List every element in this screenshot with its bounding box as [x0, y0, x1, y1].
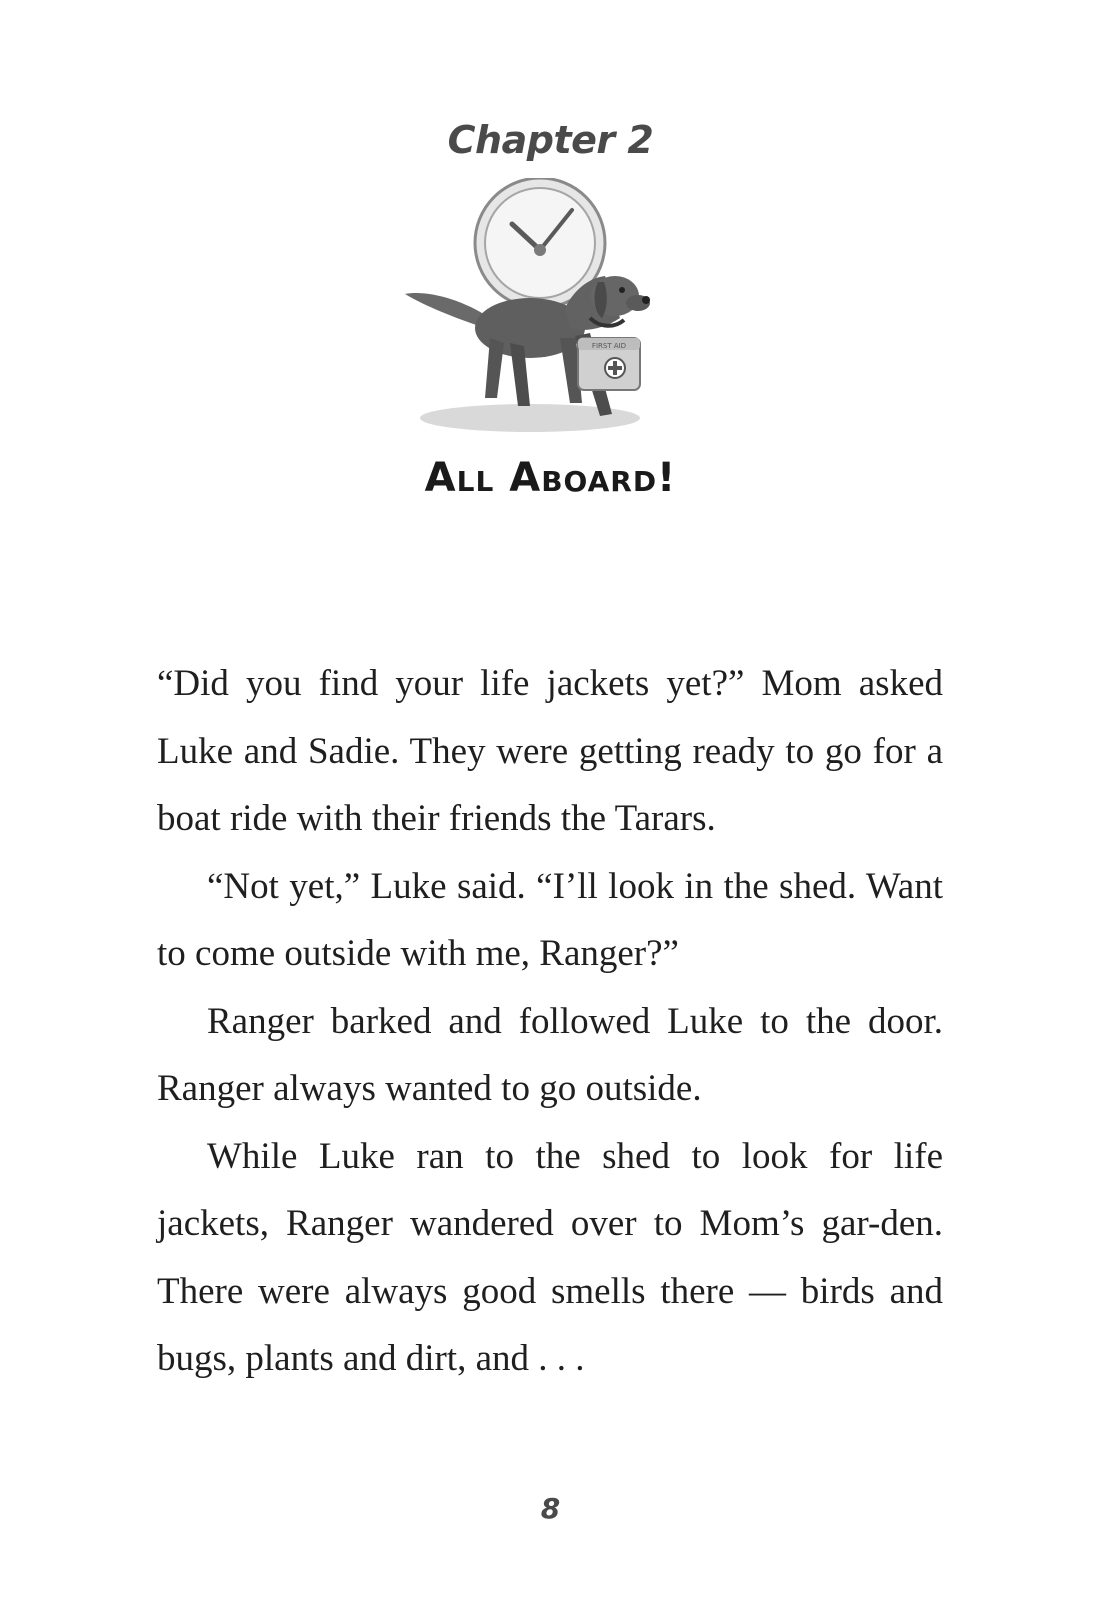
body-text — [157, 650, 943, 1393]
paragraph: “Did you find your life jackets yet?” Mom asked Luke and Sadie. They were getting ready to go for a boat ride with their friends the Tarars. — [157, 663, 943, 839]
chapter-label: Chapter 2 — [447, 118, 654, 162]
page-number: 8 — [540, 1492, 561, 1525]
first-aid-kit-label: FIRST AID — [591, 342, 627, 350]
paragraph: “Not yet,” Luke said. “I’ll look in the shed. Want to come outside with me, Ranger?” — [157, 865, 943, 974]
chapter-illustration — [400, 178, 660, 448]
paragraph: While Luke ran to the shed to look for life jackets, Ranger wandered over to Mom’s gar-den. There were always good smells there — birds and bugs, plants and dirt, and . . . — [157, 1135, 943, 1379]
chapter-title: All Aboard! — [424, 455, 677, 501]
dog-with-first-aid-kit-and-clock-icon — [400, 178, 660, 448]
paragraph: Ranger barked and followed Luke to the door. Ranger always wanted to go outside. — [157, 1000, 943, 1109]
